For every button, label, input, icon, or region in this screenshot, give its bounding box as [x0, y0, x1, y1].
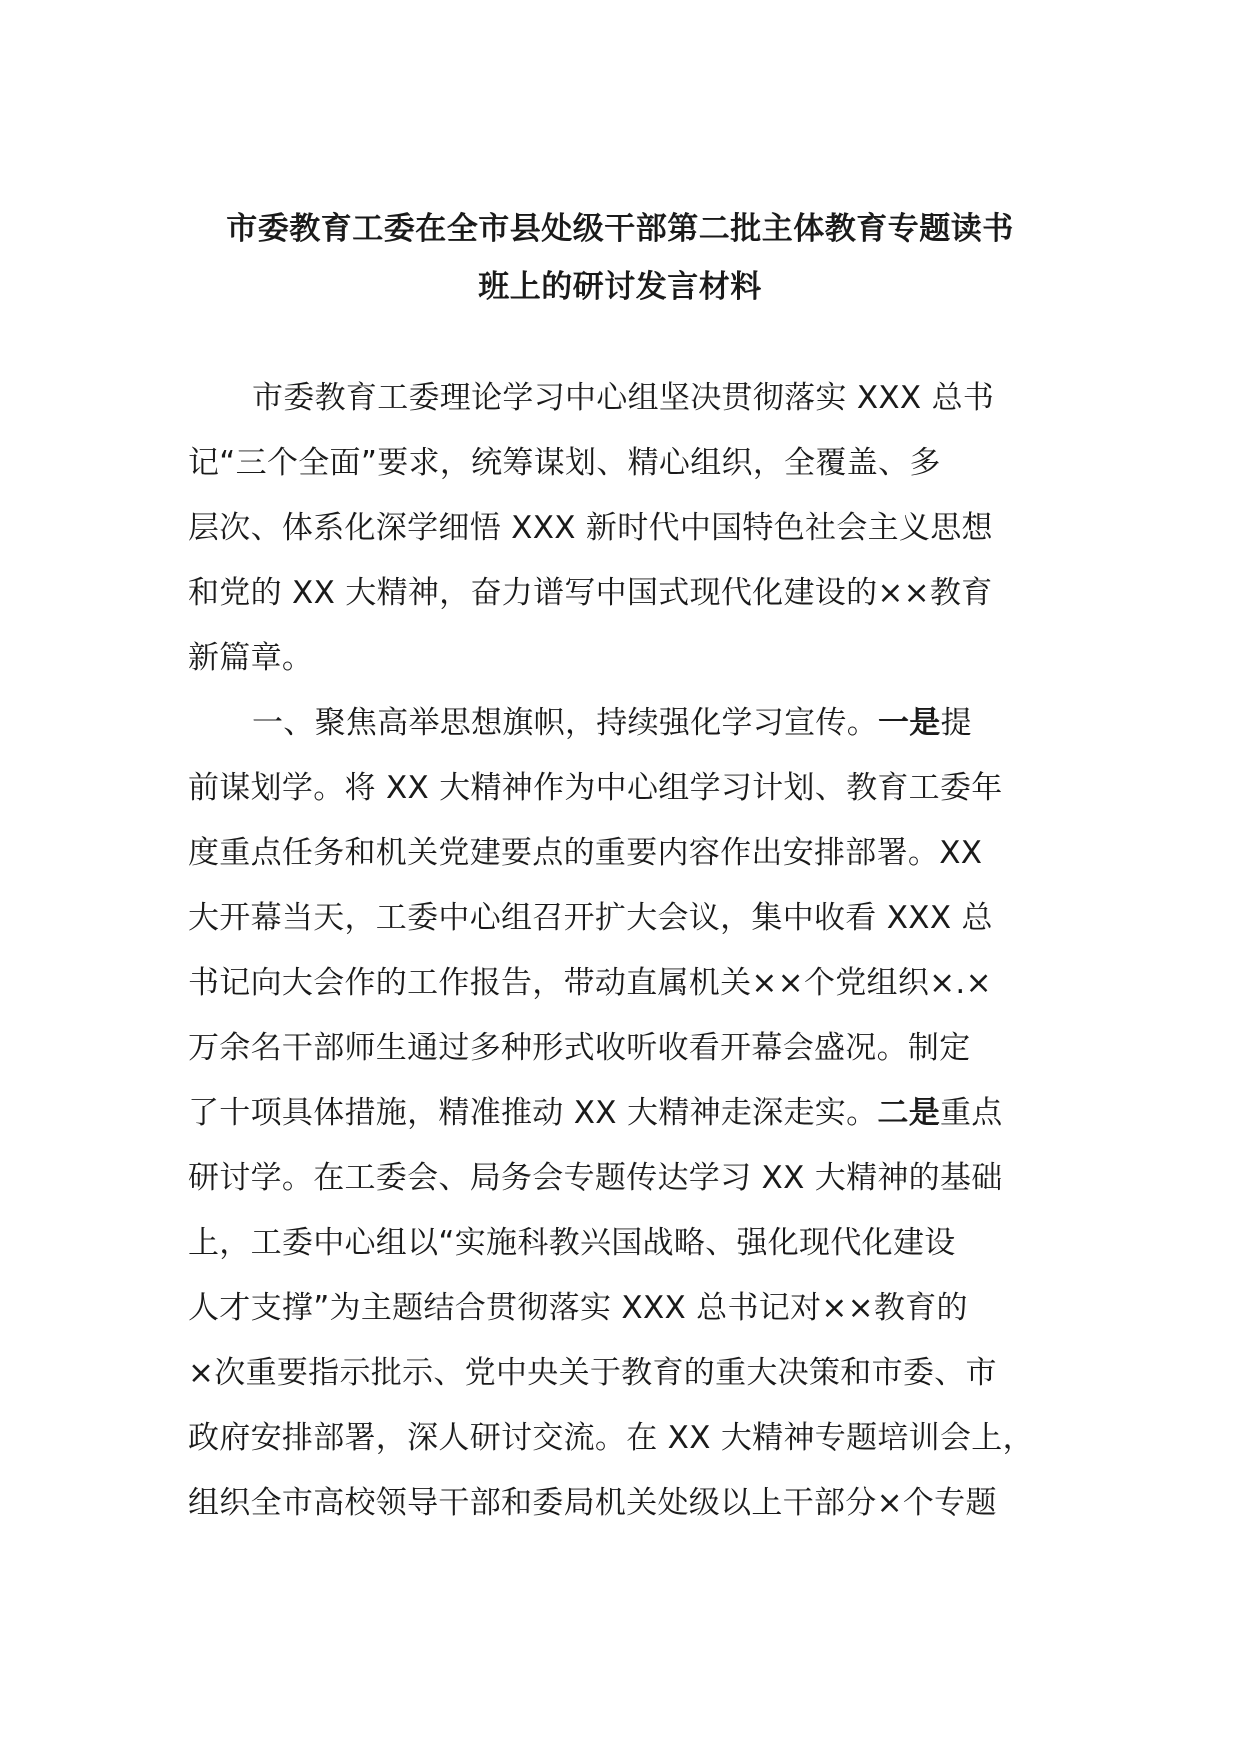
text-line: 市委教育工委理论学习中心组坚决贯彻落实 XXX 总书	[252, 380, 995, 416]
text-run: 提	[940, 705, 972, 741]
title-line-1: 市委教育工委在全市县处级干部第二批主体教育专题读书	[226, 211, 1014, 247]
text-run: 重点	[940, 1095, 1003, 1131]
text-line: 政府安排部署，深人研讨交流。在 XX 大精神专题培训会上，	[188, 1420, 1034, 1456]
section-heading: 一、聚焦高举思想旗帜，持续强化学习宣传。	[252, 705, 878, 741]
text-line: 组织全市高校领导干部和委局机关处级以上干部分×个专题	[188, 1485, 997, 1521]
text-line: ×次重要指示批示、党中央关于教育的重大决策和市委、市	[188, 1355, 997, 1391]
text-line: 书记向大会作的工作报告，带动直属机关××个党组织×.×	[188, 965, 992, 1001]
paragraph-section-1	[188, 691, 1088, 1536]
text-line: 记“三个全面”要求，统筹谋划、精心组织，全覆盖、多	[188, 445, 941, 481]
text-line: 研讨学。在工委会、局务会专题传达学习 XX 大精神的基础	[188, 1160, 1003, 1196]
paragraph-intro	[188, 366, 1088, 691]
text-line: 万余名干部师生通过多种形式收听收看开幕会盛况。制定	[188, 1030, 971, 1066]
bold-marker: 一是	[878, 705, 941, 741]
text-line: 前谋划学。将 XX 大精神作为中心组学习计划、教育工委年	[188, 770, 1003, 806]
text-line: 人才支撑”为主题结合贯彻落实 XXX 总书记对××教育的	[188, 1290, 968, 1326]
text-line: 大开幕当天，工委中心组召开扩大会议，集中收看 XXX 总	[188, 900, 993, 936]
text-line: 层次、体系化深学细悟 XXX 新时代中国特色社会主义思想	[188, 510, 993, 546]
text-line: 度重点任务和机关党建要点的重要内容作出安排部署。XX	[188, 835, 983, 871]
document-title	[150, 200, 1090, 316]
text-line: 新篇章。	[188, 640, 314, 676]
text-line	[188, 691, 1088, 756]
text-line: 和党的 XX 大精神，奋力谱写中国式现代化建设的××教育	[188, 575, 993, 611]
text-run: 了十项具体措施，精准推动 XX 大精神走深走实。	[188, 1095, 878, 1131]
document-body	[188, 366, 1088, 1536]
text-line: 上，工委中心组以“实施科教兴国战略、强化现代化建设	[188, 1225, 956, 1261]
text-line	[188, 1081, 1088, 1146]
title-line-2: 班上的研讨发言材料	[478, 269, 762, 305]
bold-marker: 二是	[877, 1095, 940, 1131]
